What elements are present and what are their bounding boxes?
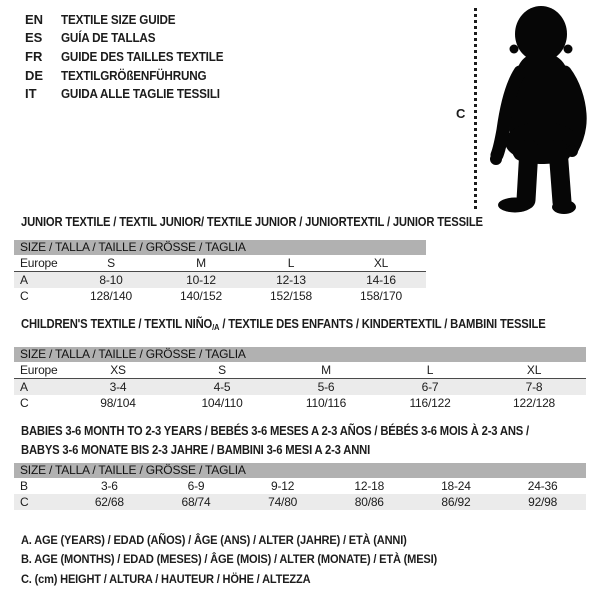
children-europe-row [14, 362, 586, 379]
legend-height [21, 570, 483, 589]
junior-section-heading [21, 215, 534, 229]
height-cell: 116/122 [409, 396, 451, 410]
height-cell: 74/80 [239, 494, 326, 510]
age-cell: 4-5 [170, 379, 274, 396]
children-age-row [14, 379, 586, 396]
age-cell: 14-16 [336, 272, 426, 289]
babies-age-row [14, 478, 586, 494]
children-size-table [14, 347, 586, 411]
junior-size-table [14, 240, 426, 304]
babies-size-header-row [14, 463, 586, 478]
lang-title-de: TEXTILGRÖßENFÜHRUNG [61, 67, 207, 83]
age-cell: 9-12 [271, 479, 295, 493]
lang-code-de: DE [25, 67, 44, 83]
row-label: B [20, 479, 28, 493]
height-cell: 86/92 [413, 494, 500, 510]
junior-height-row [14, 288, 426, 304]
junior-age-row [14, 272, 426, 289]
age-cell: 3-6 [100, 479, 118, 493]
legend-age-months-text: B. AGE (MONTHS) / EDAD (MESES) / ÂGE (MOIS) / ALTER (MONATE) / ETÀ (MESI) [21, 552, 438, 567]
row-label: C [20, 289, 29, 303]
legend-block [21, 531, 483, 589]
lang-row-de [25, 66, 241, 85]
lang-title-en: TEXTILE SIZE GUIDE [61, 11, 176, 27]
size-cell: M [156, 255, 246, 272]
babies-size-header-cell: SIZE / TALLA / TAILLE / GRÖSSE / TAGLIA [14, 463, 586, 478]
size-cell: S [170, 362, 274, 379]
size-cell: XS [66, 362, 170, 379]
lang-title-fr: GUIDE DES TAILLES TEXTILE [61, 48, 224, 64]
age-cell: 24-36 [527, 479, 558, 493]
age-cell: 18-24 [441, 479, 471, 493]
size-cell: XL [482, 362, 586, 379]
children-size-header-cell: SIZE / TALLA / TAILLE / GRÖSSE / TAGLIA [14, 347, 586, 362]
babies-height-row [14, 494, 586, 510]
age-cell: 7-8 [482, 379, 586, 396]
height-cell: 92/98 [499, 494, 586, 510]
age-cell: 10-12 [156, 272, 246, 289]
row-label: A [14, 379, 66, 396]
lang-title-it: GUIDA ALLE TAGLIE TESSILI [61, 86, 220, 102]
height-cell: 128/140 [90, 289, 132, 303]
age-cell: 6-9 [187, 479, 205, 493]
age-cell: 12-18 [354, 479, 385, 493]
junior-size-header-row [14, 240, 426, 255]
height-cell: 122/128 [513, 396, 556, 410]
row-label: Europe [14, 255, 66, 272]
lang-code-fr: FR [25, 48, 43, 64]
lang-row-en [25, 10, 241, 29]
baby-silhouette-icon [487, 4, 592, 214]
children-heading-subscript: /A [212, 322, 220, 332]
height-cell: 110/116 [305, 396, 347, 410]
age-cell: 5-6 [274, 379, 378, 396]
height-measure-label: C [456, 106, 466, 121]
lang-row-it [25, 84, 241, 103]
age-cell: 12-13 [246, 272, 336, 289]
height-measure-dashed-line [474, 8, 477, 210]
size-cell: L [378, 362, 482, 379]
children-heading-pre: CHILDREN'S TEXTILE / TEXTIL NIÑO [21, 317, 213, 331]
lang-row-fr [25, 47, 241, 66]
babies-heading-line2: BABYS 3-6 MONATE BIS 2-3 JAHRE / BAMBINI 3-6 MESI A 2-3 ANNI [21, 443, 371, 457]
lang-code-it: IT [25, 86, 37, 102]
row-label: Europe [14, 362, 66, 379]
height-cell: 152/158 [270, 289, 312, 303]
lang-row-es [25, 29, 241, 48]
row-label: C [20, 396, 29, 410]
legend-age-years-text: A. AGE (YEARS) / EDAD (AÑOS) / ÂGE (ANS) / ALTER (JAHRE) / ETÀ (ANNI) [21, 533, 407, 547]
row-label: C [14, 494, 66, 510]
children-heading-post: / TEXTILE DES ENFANTS / KINDERTEXTIL / BAMBINI TESSILE [219, 317, 546, 331]
babies-size-table [14, 463, 586, 510]
size-cell: XL [336, 255, 426, 272]
children-height-row [14, 395, 586, 411]
children-section-heading [21, 317, 600, 332]
size-cell: M [274, 362, 378, 379]
height-cell: 140/152 [180, 289, 222, 303]
height-cell: 104/110 [201, 396, 243, 410]
legend-age-months [21, 550, 483, 569]
junior-heading-text: JUNIOR TEXTILE / TEXTIL JUNIOR/ TEXTILE JUNIOR / JUNIORTEXTIL / JUNIOR TESSILE [21, 215, 483, 229]
age-cell: 8-10 [66, 272, 156, 289]
age-cell: 3-4 [66, 379, 170, 396]
legend-height-text: C. (cm) HEIGHT / ALTURA / HAUTEUR / HÖHE / ALTEZZA [21, 571, 311, 586]
age-cell: 6-7 [378, 379, 482, 396]
size-cell: L [246, 255, 336, 272]
babies-section-heading [21, 422, 585, 460]
size-cell: S [66, 255, 156, 272]
lang-code-es: ES [25, 30, 43, 46]
legend-age-years [21, 531, 483, 550]
lang-code-en: EN [25, 11, 44, 27]
junior-europe-row [14, 255, 426, 272]
children-size-header-row [14, 347, 586, 362]
height-cell: 62/68 [66, 494, 153, 510]
height-cell: 68/74 [153, 494, 240, 510]
height-cell: 158/170 [360, 289, 402, 303]
row-label: A [14, 272, 66, 289]
language-title-block [25, 10, 241, 103]
junior-size-header-cell: SIZE / TALLA / TAILLE / GRÖSSE / TAGLIA [14, 240, 426, 255]
lang-title-es: GUÍA DE TALLAS [61, 30, 156, 46]
babies-heading-line1: BABIES 3-6 MONTH TO 2-3 YEARS / BEBÉS 3-6 MESES A 2-3 AÑOS / BÉBÉS 3-6 MOIS À 2-3 ANS / [21, 424, 530, 438]
height-cell: 80/86 [326, 494, 413, 510]
height-cell: 98/104 [100, 396, 136, 410]
